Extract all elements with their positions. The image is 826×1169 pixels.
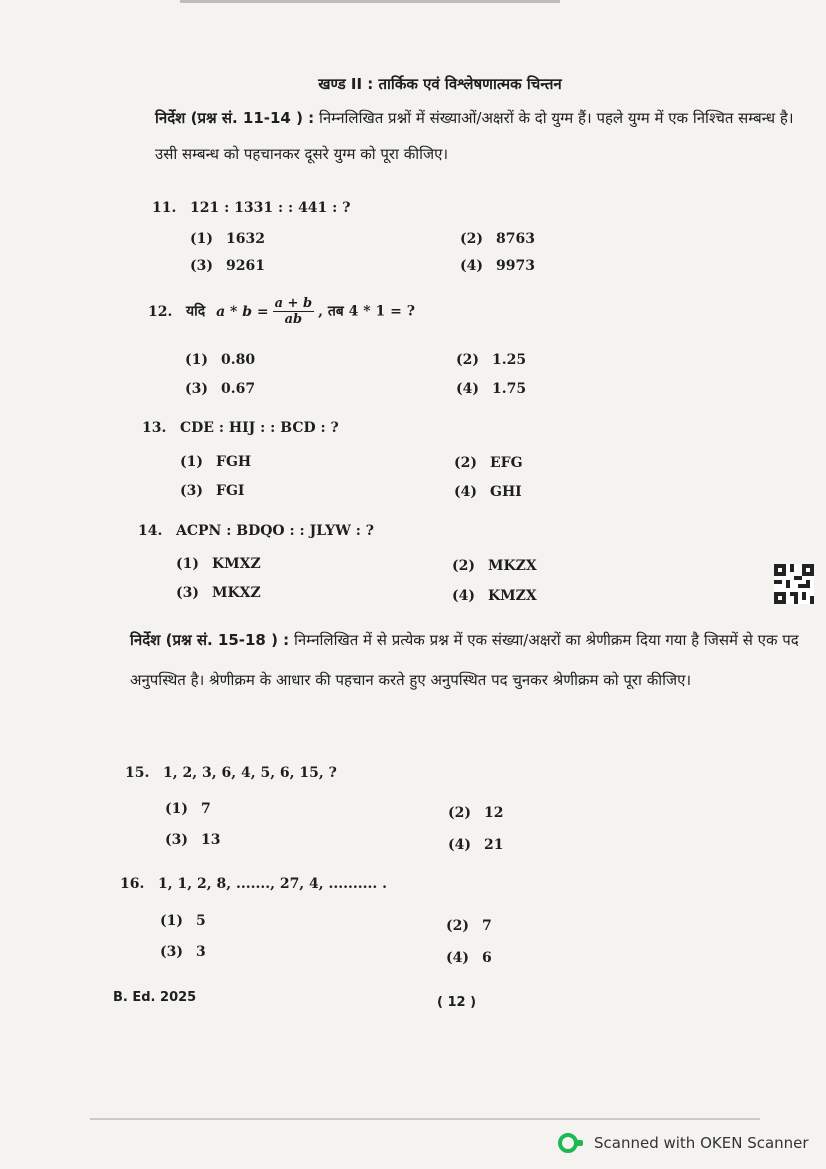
option-3: (3) FGI [180,483,245,499]
option-3: (3) MKXZ [176,585,261,601]
section-title: खण्ड II : तार्किक एवं विश्लेषणात्मक चिन्तन [318,75,562,93]
option-4: (4) 9973 [460,258,535,274]
option-3: (3) 3 [160,944,206,960]
question-11: 11. 121 : 1331 : : 441 : ? [152,200,351,216]
top-edge-line [180,0,560,3]
question-text: 1, 2, 3, 6, 4, 5, 6, 15, ? [163,765,337,781]
option-3: (3) 0.67 [185,381,256,397]
question-text: ACPN : BDQO : : JLYW : ? [176,523,374,539]
question-text: CDE : HIJ : : BCD : ? [180,420,339,436]
scanner-text: Scanned with OKEN Scanner [594,1134,809,1152]
option-4: (4) GHI [454,484,522,500]
directive-label: निर्देश (प्रश्न सं. 11-14 ) : [155,109,315,127]
option-1: (1) 7 [165,801,211,817]
option-4: (4) 6 [446,950,492,966]
question-15: 15. 1, 2, 3, 6, 4, 5, 6, 15, ? [125,765,337,781]
oken-scanner-logo-icon [558,1132,584,1154]
qr-code-icon [774,564,814,604]
option-4: (4) 1.75 [456,381,527,397]
question-text: 121 : 1331 : : 441 : ? [190,200,351,216]
footer-exam-name: B. Ed. 2025 [113,990,197,1005]
fraction: $\frac{a + b}{ab}$ [274,296,313,327]
bottom-edge-line [90,1118,760,1120]
option-3: (3) 13 [165,832,221,848]
option-2: (2) EFG [454,455,523,471]
option-1: (1) 0.80 [185,352,256,368]
question-14: 14. ACPN : BDQO : : JLYW : ? [138,523,374,539]
option-2: (2) 1.25 [456,352,527,368]
option-4: (4) 21 [448,837,504,853]
question-13: 13. CDE : HIJ : : BCD : ? [142,420,339,436]
page-number: ( 12 ) [437,995,477,1010]
option-4: (4) KMZX [452,588,537,604]
question-text: 1, 1, 2, 8, ......., 27, 4, .......... . [158,876,388,892]
question-16: 16. 1, 1, 2, 8, ......., 27, 4, .......... . [120,876,388,892]
option-1: (1) 5 [160,913,206,929]
directive-text: निम्नलिखित प्रश्नों में संख्याओं/अक्षरों के दो युग्म हैं। पहले युग्म में एक निश्चित सम्बन्ध है। उसी सम्बन्ध को पहचानकर दूसरे युग्म को पूरा कीजिए। [155,109,794,163]
directive-label: निर्देश (प्रश्न सं. 15-18 ) : [130,631,290,649]
option-1: (1) KMXZ [176,556,261,572]
option-1: (1) FGH [180,454,252,470]
directive-text: निम्नलिखित में से प्रत्येक प्रश्न में एक संख्या/अक्षरों का श्रेणीक्रम दिया गया है जिसमें से एक पद अनुपस्थित है। श्रेणीक्रम के आधार की पहचान करते हुए अनुपस्थित पद चुनकर श्रेणीक्रम को पूरा कीजिए। [130,631,799,689]
directive-15-18 [130,620,810,700]
option-2: (2) 8763 [460,231,535,247]
option-1: (1) 1632 [190,231,265,247]
directive-11-14 [155,100,815,172]
option-3: (3) 9261 [190,258,265,274]
option-2: (2) MKZX [452,558,537,574]
scanner-watermark [558,1132,809,1154]
option-2: (2) 7 [446,918,492,934]
option-2: (2) 12 [448,805,504,821]
question-12: 12. यदि a * b = $\frac{a + b}{ab}$ , तब 4 * 1 = ? [148,296,415,327]
